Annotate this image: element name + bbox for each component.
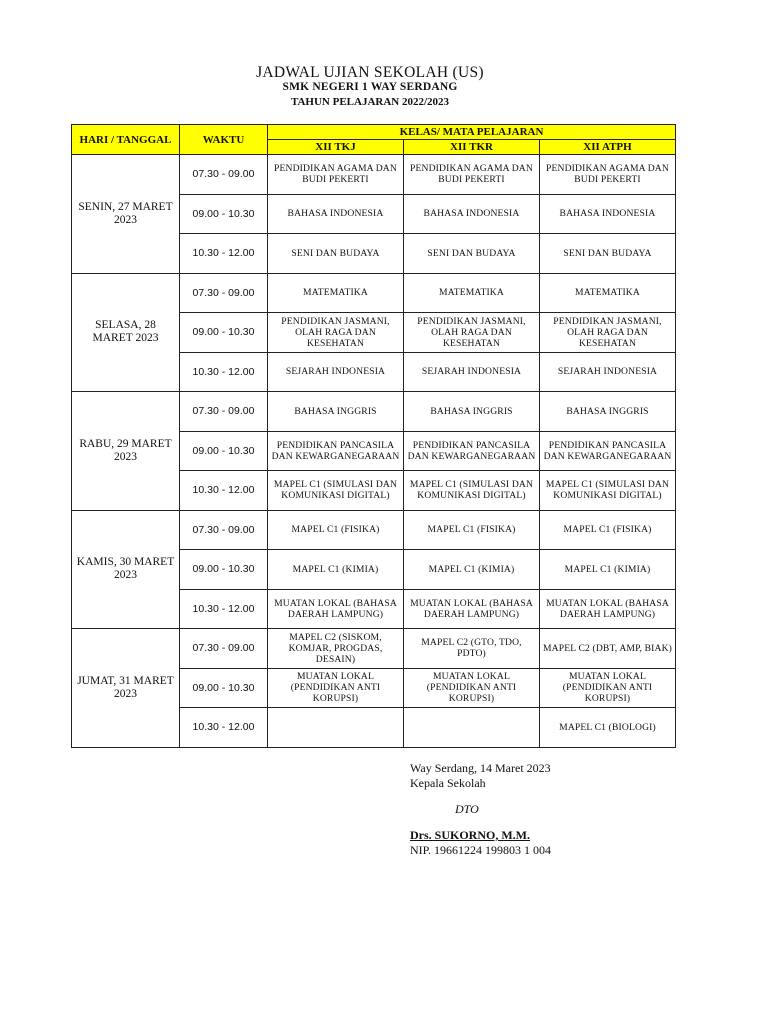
day-cell: KAMIS, 30 MARET 2023 — [72, 510, 180, 629]
time-cell: 07.30 - 09.00 — [180, 510, 268, 550]
subject-cell: SENI DAN BUDAYA — [268, 234, 404, 274]
subject-cell: MAPEL C1 (SIMULASI DAN KOMUNIKASI DIGITAL) — [404, 471, 540, 511]
subject-cell: PENDIDIKAN PANCASILA DAN KEWARGANEGARAAN — [268, 431, 404, 471]
table-row — [72, 155, 676, 195]
header-class-group: KELAS/ MATA PELAJARAN — [268, 125, 676, 140]
school-name: SMK NEGERI 1 WAY SERDANG — [282, 81, 458, 93]
document-title: JADWAL UJIAN SEKOLAH (US) — [256, 64, 484, 81]
time-cell: 10.30 - 12.00 — [180, 352, 268, 392]
subject-cell: SENI DAN BUDAYA — [404, 234, 540, 274]
subject-cell: SENI DAN BUDAYA — [540, 234, 676, 274]
time-cell: 07.30 - 09.00 — [180, 273, 268, 313]
header-class-tkj: XII TKJ — [268, 140, 404, 155]
subject-cell: MAPEL C1 (SIMULASI DAN KOMUNIKASI DIGITAL) — [540, 471, 676, 511]
subject-cell: PENDIDIKAN AGAMA DAN BUDI PEKERTI — [540, 155, 676, 195]
header-time: WAKTU — [180, 125, 268, 155]
subject-cell: SEJARAH INDONESIA — [540, 352, 676, 392]
time-cell: 09.00 - 10.30 — [180, 431, 268, 471]
time-cell: 07.30 - 09.00 — [180, 155, 268, 195]
subject-cell: PENDIDIKAN PANCASILA DAN KEWARGANEGARAAN — [404, 431, 540, 471]
day-cell: JUMAT, 31 MARET 2023 — [72, 629, 180, 748]
subject-cell: PENDIDIKAN JASMANI, OLAH RAGA DAN KESEHATAN — [404, 313, 540, 353]
subject-cell: BAHASA INDONESIA — [268, 194, 404, 234]
time-cell: 09.00 - 10.30 — [180, 194, 268, 234]
subject-cell: MAPEL C2 (DBT, AMP, BIAK) — [540, 629, 676, 669]
subject-cell: MAPEL C1 (KIMIA) — [268, 550, 404, 590]
signatory-name: Drs. SUKORNO, M.M. — [410, 828, 530, 842]
time-cell: 10.30 - 12.00 — [180, 708, 268, 748]
signatory-nip: NIP. 19661224 199803 1 004 — [410, 843, 552, 857]
header-class-atph: XII ATPH — [540, 140, 676, 155]
table-row — [72, 273, 676, 313]
subject-cell: MATEMATIKA — [404, 273, 540, 313]
time-cell: 07.30 - 09.00 — [180, 392, 268, 432]
subject-cell: PENDIDIKAN PANCASILA DAN KEWARGANEGARAAN — [540, 431, 676, 471]
subject-cell: MAPEL C1 (BIOLOGI) — [540, 708, 676, 748]
table-row — [72, 392, 676, 432]
subject-cell: MAPEL C2 (GTO, TDO, PDTO) — [404, 629, 540, 669]
subject-cell: MATEMATIKA — [540, 273, 676, 313]
subject-cell: BAHASA INGGRIS — [268, 392, 404, 432]
time-cell: 10.30 - 12.00 — [180, 471, 268, 511]
time-cell: 09.00 - 10.30 — [180, 668, 268, 708]
subject-cell: BAHASA INGGRIS — [404, 392, 540, 432]
signature-dto: DTO — [455, 802, 479, 816]
time-cell: 09.00 - 10.30 — [180, 313, 268, 353]
subject-cell: PENDIDIKAN AGAMA DAN BUDI PEKERTI — [268, 155, 404, 195]
subject-cell: MUATAN LOKAL (PENDIDIKAN ANTI KORUPSI) — [268, 668, 404, 708]
academic-year: TAHUN PELAJARAN 2022/2023 — [290, 96, 450, 108]
exam-schedule-table — [71, 124, 676, 748]
subject-cell: MUATAN LOKAL (PENDIDIKAN ANTI KORUPSI) — [404, 668, 540, 708]
subject-cell: MAPEL C1 (SIMULASI DAN KOMUNIKASI DIGITAL) — [268, 471, 404, 511]
subject-cell: MAPEL C1 (FISIKA) — [404, 510, 540, 550]
signature-position: Kepala Sekolah — [410, 776, 486, 790]
subject-cell: MUATAN LOKAL (BAHASA DAERAH LAMPUNG) — [540, 589, 676, 629]
subject-cell: MAPEL C1 (KIMIA) — [540, 550, 676, 590]
subject-cell — [268, 708, 404, 748]
table-row — [72, 510, 676, 550]
signature-place-date: Way Serdang, 14 Maret 2023 — [410, 761, 551, 775]
subject-cell: MATEMATIKA — [268, 273, 404, 313]
subject-cell: MAPEL C2 (SISKOM, KOMJAR, PROGDAS, DESAIN) — [268, 629, 404, 669]
time-cell: 10.30 - 12.00 — [180, 589, 268, 629]
subject-cell: MUATAN LOKAL (BAHASA DAERAH LAMPUNG) — [268, 589, 404, 629]
subject-cell: PENDIDIKAN JASMANI, OLAH RAGA DAN KESEHATAN — [268, 313, 404, 353]
subject-cell: BAHASA INGGRIS — [540, 392, 676, 432]
subject-cell: MAPEL C1 (FISIKA) — [268, 510, 404, 550]
subject-cell: PENDIDIKAN AGAMA DAN BUDI PEKERTI — [404, 155, 540, 195]
subject-cell: MAPEL C1 (KIMIA) — [404, 550, 540, 590]
time-cell: 09.00 - 10.30 — [180, 550, 268, 590]
subject-cell: BAHASA INDONESIA — [404, 194, 540, 234]
subject-cell: MUATAN LOKAL (PENDIDIKAN ANTI KORUPSI) — [540, 668, 676, 708]
subject-cell: MAPEL C1 (FISIKA) — [540, 510, 676, 550]
header-day: HARI / TANGGAL — [72, 125, 180, 155]
day-cell: SELASA, 28 MARET 2023 — [72, 273, 180, 392]
day-cell: SENIN, 27 MARET 2023 — [72, 155, 180, 274]
day-cell: RABU, 29 MARET 2023 — [72, 392, 180, 511]
table-row — [72, 629, 676, 669]
subject-cell: BAHASA INDONESIA — [540, 194, 676, 234]
header-class-tkr: XII TKR — [404, 140, 540, 155]
subject-cell: MUATAN LOKAL (BAHASA DAERAH LAMPUNG) — [404, 589, 540, 629]
subject-cell: SEJARAH INDONESIA — [268, 352, 404, 392]
subject-cell — [404, 708, 540, 748]
time-cell: 10.30 - 12.00 — [180, 234, 268, 274]
subject-cell: SEJARAH INDONESIA — [404, 352, 540, 392]
time-cell: 07.30 - 09.00 — [180, 629, 268, 669]
subject-cell: PENDIDIKAN JASMANI, OLAH RAGA DAN KESEHATAN — [540, 313, 676, 353]
